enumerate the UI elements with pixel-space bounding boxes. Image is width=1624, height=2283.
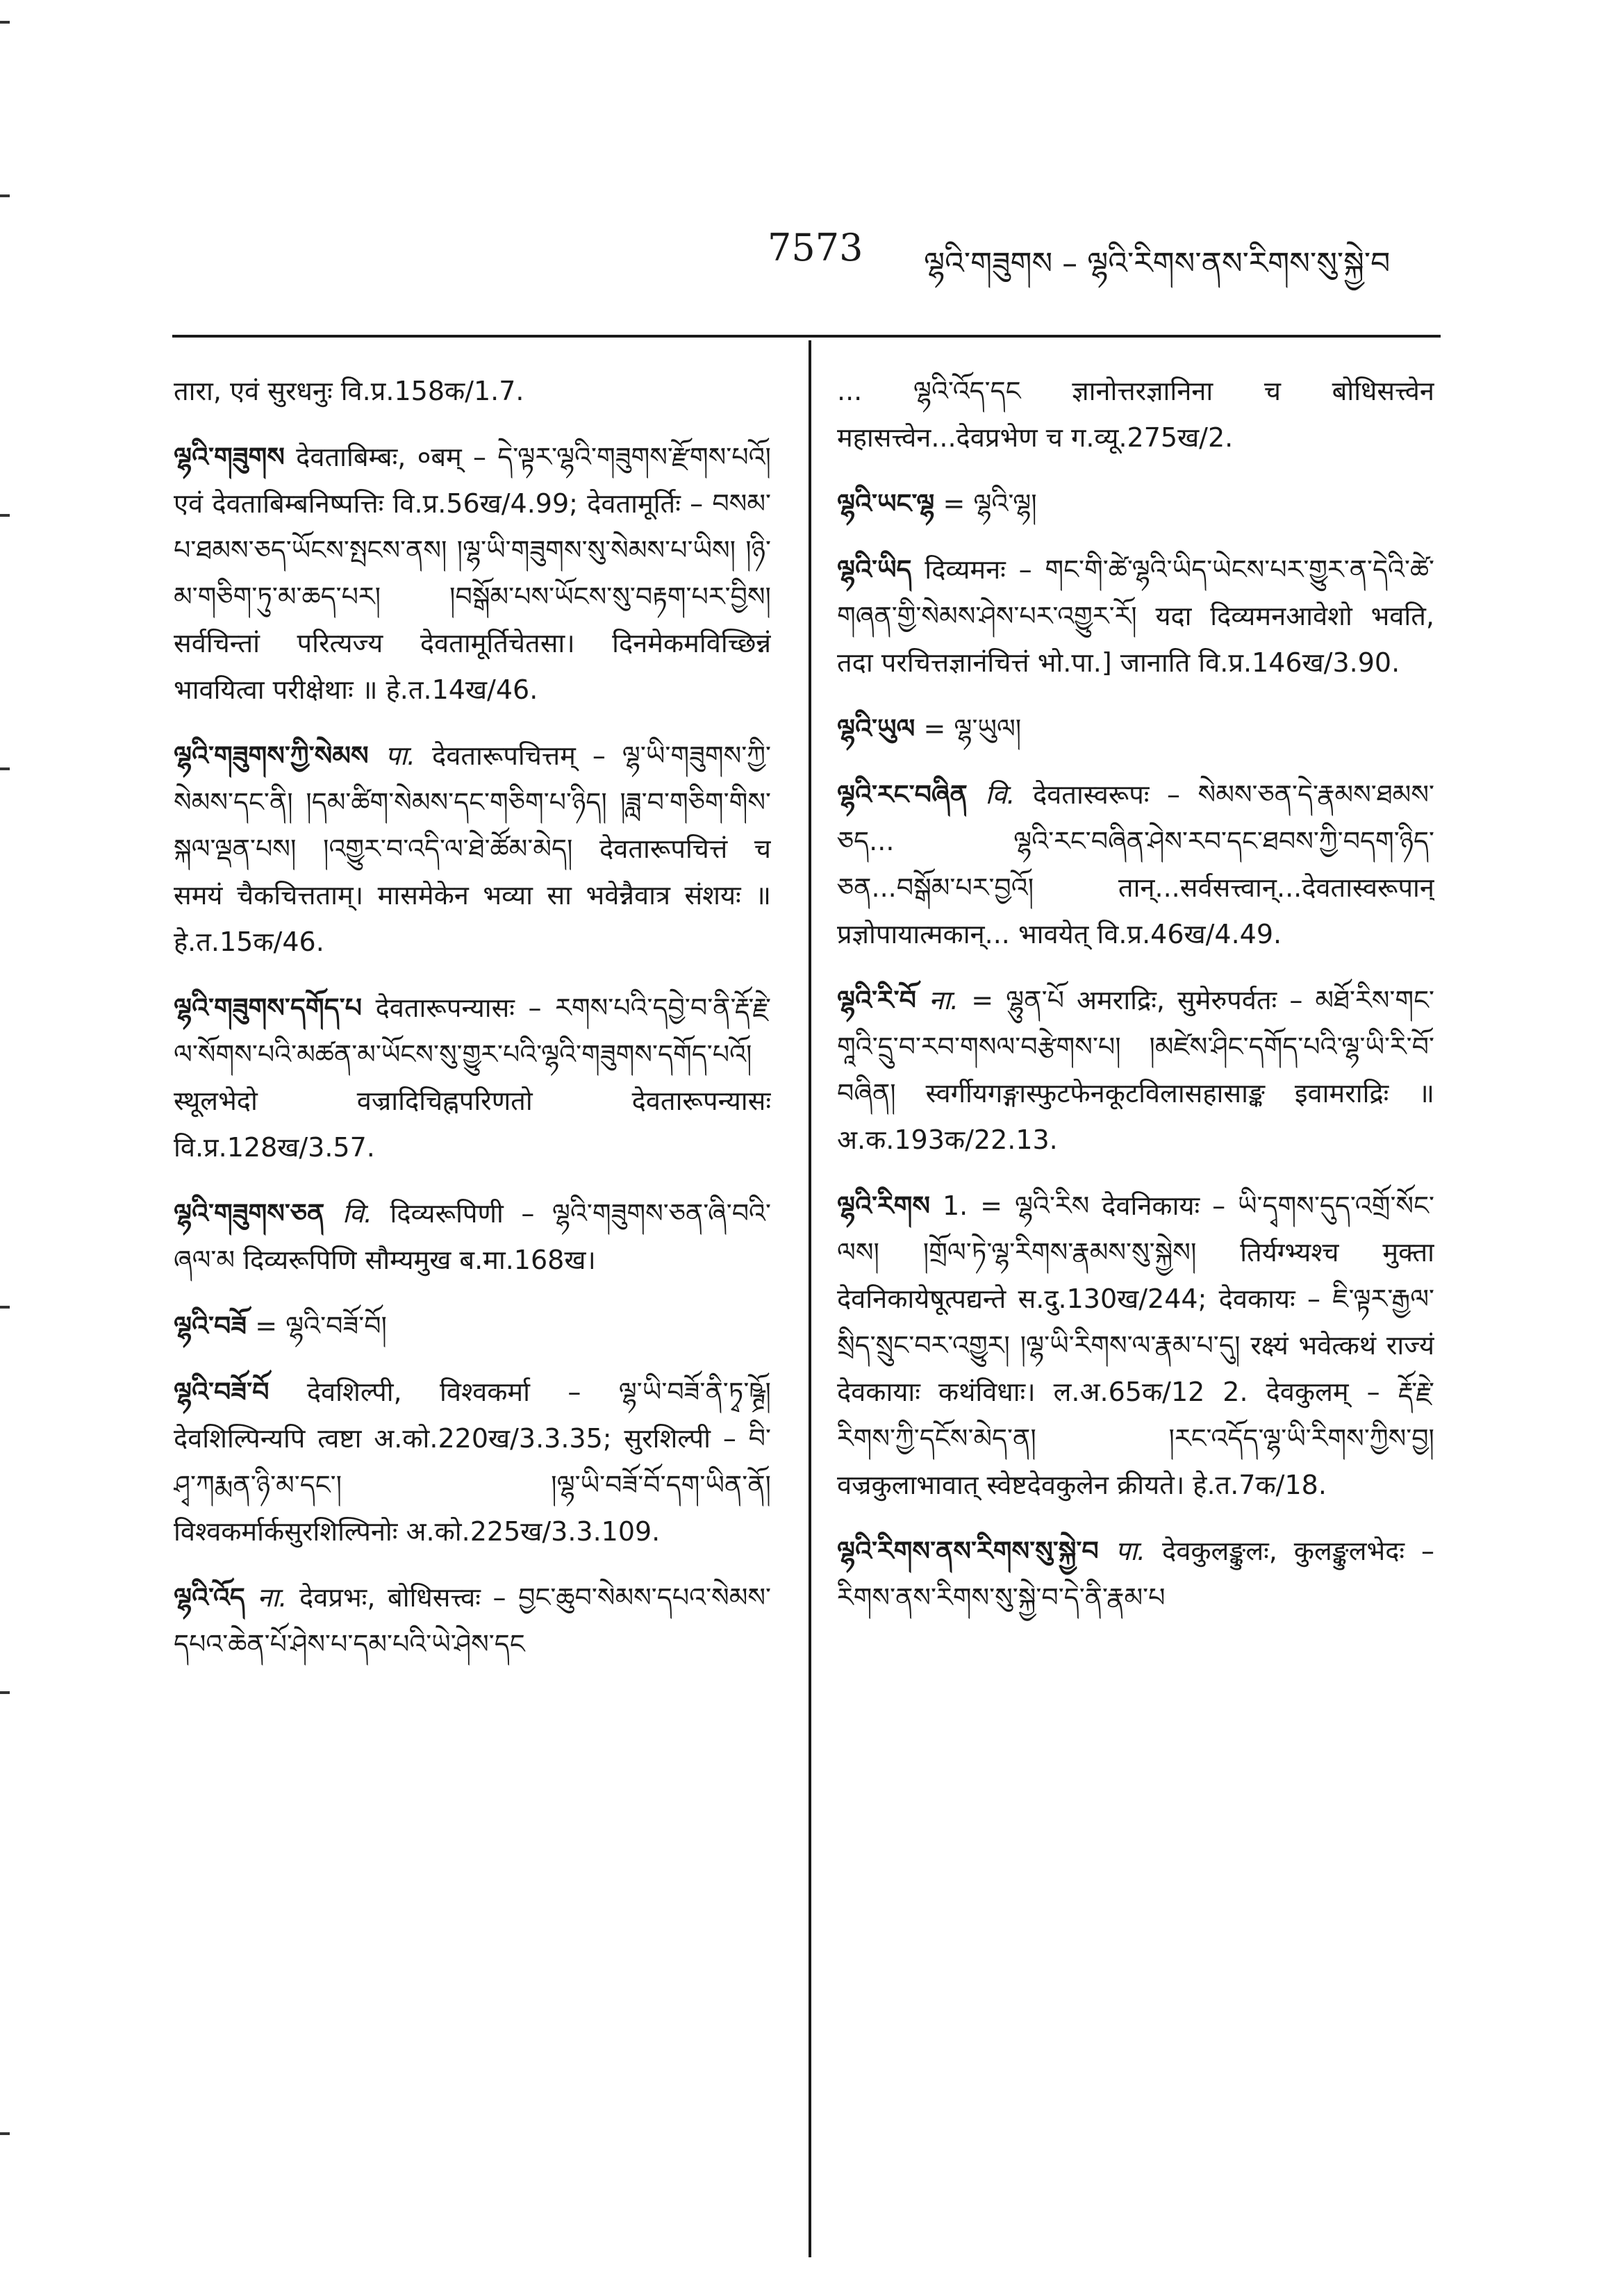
scan-edge-mark bbox=[0, 1306, 10, 1309]
dictionary-entry bbox=[174, 434, 771, 713]
dictionary-entry bbox=[837, 547, 1434, 686]
entry-headword: ལྷའི་བཟོ bbox=[174, 1311, 247, 1341]
entry-text: देवतारूपन्यासः – རགས་པའི་དབྱེ་བ་ནི་རྡོ་རྗེ་ལ་སོགས་པའི་མཚན་མ་ཡོངས་སུ་གྱུར་པའི་ལྷའི་གཟུགས་དགོད་པའོ། स्थूलभेदो वज्रादिचिह्नपरिणतो देवतारूपन्यासः वि.प्र.128ख/3.57. bbox=[174, 993, 771, 1163]
entry-headword: ལྷའི་ཡིད bbox=[837, 554, 912, 585]
entry-headword: ལྷའི་རིགས bbox=[837, 1190, 931, 1221]
entry-text: देवतास्वरूपः – སེམས་ཅན་དེ་རྣམས་ཐམས་ཅད... ལྷའི་རང་བཞིན་ཤེས་རབ་དང་ཐབས་ཀྱི་བདག་ཉིད་ཅན...བསྒོམ་པར་བྱའོ། तान्...सर्वसत्त्वान्...देवतास्वरूपान् प्रज्ञोपायात्मकान्... भावयेत् वि.प्र.46ख/4.49. bbox=[837, 779, 1434, 949]
page-number: 7573 bbox=[768, 226, 863, 269]
entry-text: = ལྷའི་ལྷ། bbox=[934, 488, 1037, 519]
dictionary-entry bbox=[837, 706, 1434, 752]
scan-edge-mark bbox=[0, 514, 10, 517]
entry-headword: ལྷའི་བཟོ་བོ bbox=[174, 1377, 270, 1407]
dictionary-entry bbox=[174, 368, 771, 415]
dictionary-entry bbox=[174, 1303, 771, 1350]
entry-headword: ལྷའི་རི་བོ bbox=[837, 985, 917, 1015]
entry-grammar-label: ना. bbox=[916, 985, 959, 1015]
entry-text: ... ལྷའི་འོད་དང ज्ञानोत्तरज्ञानिना च बोधिसत्त्वेन महासत्त्वेन...देवप्रभेण च ग.व्यू.275ख/2. bbox=[837, 376, 1434, 453]
right-column bbox=[837, 368, 1434, 2257]
entry-text: = ལྷུན་པོ अमराद्रिः, सुमेरुपर्वतः – མཐོ་རིས་གང་གཱའི་དྲུ་བ་རབ་གསལ་བརྩེགས་པ། །མཛེས་ཤིང་དགོད་པའི་ལྷ་ཡི་རི་བོ་བཞིན། स्वर्गीयगङ्गास्फुटफेनकूटविलासहासाङ्क इवामराद्रिः ॥ अ.क.193क/22.13. bbox=[837, 985, 1434, 1155]
entry-text: तारा, एवं सुरधनुः वि.प्र.158क/1.7. bbox=[174, 376, 524, 406]
entry-text: देवशिल्पी, विश्वकर्मा – ལྷ་ཡི་བཟོ་ནི་ཏྭ་ཥྚྲོ། देवशिल्पिन्यपि त्वष्टा अ.को.220ख/3.3.35; सुरशिल्पी – བི་ཤྭ་ཀརྨན་ཉི་མ་དང་། །ལྷ་ཡི་བཟོ་བོ་དག་ཡིན་ནོ། विश्वकर्मार्कसुरशिल्पिनोः अ.को.225ख/3.3.109. bbox=[174, 1377, 771, 1547]
scan-edge-mark bbox=[0, 2132, 10, 2135]
entry-grammar-label: वि. bbox=[324, 1198, 372, 1229]
dictionary-entry bbox=[174, 1369, 771, 1555]
entry-headword: ལྷའི་རང་བཞིན bbox=[837, 779, 968, 810]
entry-text: 1. = ལྷའི་རིས देवनिकायः – ཡི་དྭགས་དུད་འགྲོ་སོང་ལས། །གྲོལ་ཏེ་ལྷ་རིགས་རྣམས་སུ་སྐྱེས། तिर्यग्भ्यश्च मुक्ता देवनिकायेषूत्पद्यन्ते स.दु.130ख/244; देवकायः – ཇི་ལྟར་རྒྱལ་སྲིད་སྲུང་བར་འགྱུར། །ལྷ་ཡི་རིགས་ལ་རྣམ་པ་དུ། रक्ष्यं भवेत्कथं राज्यं देवकायाः कथंविधाः। ल.अ.65क/12 2. देवकुलम् – རྡོ་རྗེ་རིགས་ཀྱི་དངོས་མེད་ན། །རང་འདོད་ལྷ་ཡི་རིགས་ཀྱིས་བྱ། वज्रकुलाभावात् स्वेष्टदेवकुलेन क्रीयते। हे.त.7क/18. bbox=[837, 1190, 1434, 1500]
entry-headword: ལྷའི་གཟུགས་ཅན bbox=[174, 1198, 325, 1229]
entry-grammar-label: ना. bbox=[245, 1582, 288, 1613]
entry-grammar-label: पा. bbox=[368, 740, 416, 771]
entry-text: देवप्रभः, बोधिसत्त्वः – བྱང་ཆུབ་སེམས་དཔའ་སེམས་དཔའ་ཆེན་པོ་ཤེས་པ་དམ་པའི་ཡེ་ཤེས་དང bbox=[174, 1582, 771, 1659]
entry-headword: ལྷའི་འོད bbox=[174, 1582, 245, 1613]
dictionary-entry bbox=[837, 368, 1434, 461]
entry-grammar-label: वि. bbox=[967, 779, 1016, 810]
scan-edge-mark bbox=[0, 21, 10, 24]
entry-headword: ལྷའི་གཟུགས bbox=[174, 442, 285, 472]
dictionary-entry bbox=[837, 977, 1434, 1163]
scan-edge-mark bbox=[0, 194, 10, 197]
dictionary-entry bbox=[837, 481, 1434, 527]
entry-headword: ལྷའི་རིགས་ནས་རིགས་སུ་སྐྱེ་བ bbox=[837, 1536, 1099, 1566]
left-column bbox=[174, 368, 771, 2257]
running-head: ལྷའི་གཟུགས – ལྷའི་རིགས་ནས་རིགས་སུ་སྐྱེ་བ bbox=[924, 246, 1391, 281]
dictionary-entry bbox=[174, 733, 771, 965]
dictionary-entry bbox=[174, 985, 771, 1171]
entry-headword: ལྷའི་གཟུགས་དགོད་པ bbox=[174, 993, 362, 1023]
entry-text: दिव्यरूपिणी – ལྷའི་གཟུགས་ཅན་ཞི་བའི་ཞལ་མ दिव्यरूपिणि सौम्यमुख ब.मा.168ख। bbox=[174, 1198, 771, 1275]
entry-headword: ལྷའི་གཟུགས་ཀྱི་སེམས bbox=[174, 740, 369, 771]
scan-edge-mark bbox=[0, 1691, 10, 1694]
entry-text: = ལྷའི་བཟོ་བོ། bbox=[247, 1311, 387, 1341]
entry-headword: ལྷའི་ཡང་ལྷ bbox=[837, 488, 935, 519]
entry-text: देवताबिम्बः, ०बम् – དེ་ལྟར་ལྷའི་གཟུགས་རྫོགས་པའོ། एवं देवताबिम्बनिष्पत्तिः वि.प्र.56ख/4.99; देवतामूर्तिः – བསམ་པ་ཐམས་ཅད་ཡོངས་སྤངས་ནས། །ལྷ་ཡི་གཟུགས་སུ་སེམས་པ་ཡིས། །ཉི་མ་གཅིག་ཏུ་མ་ཆད་པར། །བསྒོམ་པས་ཡོངས་སུ་བརྟག་པར་བྱིས། सर्वचिन्तां परित्यज्य देवतामूर्तिचेतसा। दिनमेकमविच्छिन्नं भावयित्वा परीक्षेथाः ॥ हे.त.14ख/46. bbox=[174, 442, 771, 705]
column-divider bbox=[809, 340, 811, 2257]
entry-grammar-label: पा. bbox=[1098, 1536, 1146, 1566]
entry-text: = ལྷ་ཡུལ། bbox=[915, 713, 1022, 744]
scan-edge-mark bbox=[0, 767, 10, 770]
dictionary-entry bbox=[837, 1528, 1434, 1621]
dictionary-entry bbox=[837, 1183, 1434, 1509]
dictionary-entry bbox=[837, 772, 1434, 958]
dictionary-entry bbox=[174, 1575, 771, 1668]
header-rule bbox=[172, 335, 1441, 338]
entry-headword: ལྷའི་ཡུལ bbox=[837, 713, 915, 744]
dictionary-entry bbox=[174, 1190, 771, 1284]
entry-text: देवतारूपचित्तम् – ལྷ་ཡི་གཟུགས་ཀྱི་སེམས་དང་ནི། །དམ་ཚིག་སེམས་དང་གཅིག་པ་ཉིད། །ཟླ་བ་གཅིག་གིས་སྐལ་ལྡན་པས། །འགྱུར་བ་འདི་ལ་ཐེ་ཚོམ་མེད། देवतारूपचित्तं च समयं चैकचित्तताम्। मासमेकेन भव्या सा भवेन्नैवात्र संशयः ॥ हे.त.15क/46. bbox=[174, 740, 771, 957]
entry-text: देवकुलङ्कुलः, कुलङ्कुलभेदः – རིགས་ནས་རིགས་སུ་སྐྱེ་བ་དེ་ནི་རྣམ་པ bbox=[837, 1536, 1434, 1613]
entry-text: दिव्यमनः – གང་གི་ཚེ་ལྷའི་ཡིད་ཡེངས་པར་གྱུར་ན་དེའི་ཚེ་གཞན་གྱི་སེམས་ཤེས་པར་འགྱུར་རོ། यदा दिव्यमनआवेशो भवति, तदा परचित्तज्ञानंचित्तं भो.पा.] जानाति वि.प्र.146ख/3.90. bbox=[837, 554, 1434, 678]
